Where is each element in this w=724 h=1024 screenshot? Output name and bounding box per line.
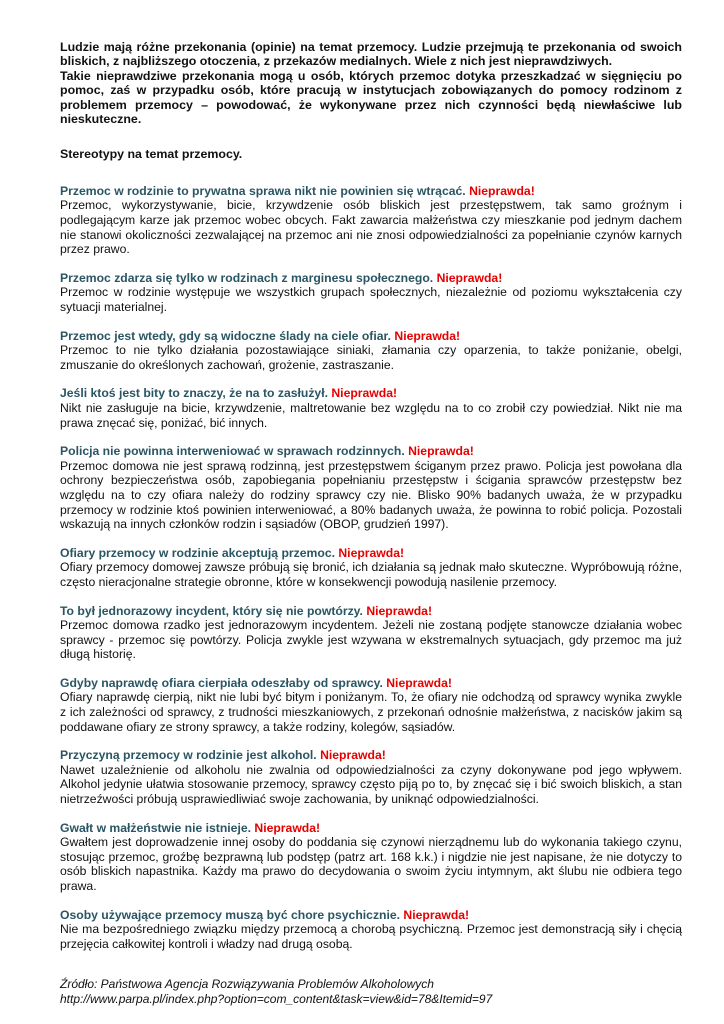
- intro-paragraph-1: Ludzie mają różne przekonania (opinie) na temat przemocy. Ludzie przejmują te przekonania od swoich bliskich, z najbliższego otoczenia, z przekazów medialnych. Wiele z nich jest nieprawdziwych.: [60, 40, 682, 69]
- document-page: [60, 40, 682, 1006]
- myth-item: [60, 329, 682, 373]
- source-note: [60, 977, 682, 1006]
- myth-explanation: Gwałtem jest doprowadzenie innej osoby do poddania się czynowi nierządnemu lub do wykonania takiego czynu, stosując przemoc, groźbę bezprawną lub podstęp (patrz art. 168 k.k.) i nigdzie nie jest napisane, że nie dotyczy to osób bliskich napastnika. Każdy ma prawo do decydowania o swoim życiu intymnym, akt ślubu nie odbiera tego prawa.: [60, 835, 682, 893]
- verdict-label: Nieprawda!: [366, 603, 433, 618]
- myth-explanation: Nawet uzależnienie od alkoholu nie zwalnia od odpowiedzialności za czyny dokonywane pod jego wpływem. Alkohol jedynie ułatwia stosowanie przemocy, sprawcy często piją po to, by znęcać się i bić swoich bliskich, a stan nietrzeźwości próbują usprawiedliwiać swoje zachowania, by uniknąć odpowiedzialności.: [60, 762, 682, 807]
- source-name: Źródło: Państwowa Agencja Rozwiązywania Problemów Alkoholowych: [60, 977, 434, 992]
- myth-statement: Ofiary przemocy w rodzinie akceptują przemoc.: [60, 545, 335, 560]
- verdict-label: Nieprawda!: [254, 820, 321, 835]
- myth-title: [60, 271, 682, 286]
- myth-title: [60, 908, 682, 923]
- myth-title: [60, 184, 682, 199]
- myth-statement: To był jednorazowy incydent, który się nie powtórzy.: [60, 603, 363, 618]
- verdict-label: Nieprawda!: [408, 444, 474, 459]
- myth-statement: Gwałt w małżeństwie nie istnieje.: [60, 820, 251, 835]
- myth-item: [60, 748, 682, 806]
- myth-statement: Osoby używające przemocy muszą być chore psychicznie.: [60, 907, 401, 922]
- myth-title: [60, 329, 682, 344]
- myth-title: [60, 386, 682, 401]
- myth-statement: Gdyby naprawdę ofiara cierpiała odeszłaby od sprawcy.: [60, 675, 383, 690]
- myth-explanation: Nie ma bezpośredniego związku między przemocą a chorobą psychiczną. Przemoc jest demonstracją siły i chęcią przejęcia całkowitej kontroli i władzy nad drugą osobą.: [60, 922, 682, 951]
- verdict-label: Nieprawda!: [320, 748, 386, 763]
- myth-item: [60, 271, 682, 315]
- myth-statement: Przemoc jest wtedy, gdy są widoczne ślady na ciele ofiar.: [60, 328, 391, 343]
- myth-title: [60, 676, 682, 691]
- verdict-label: Nieprawda!: [436, 270, 503, 285]
- myth-item: [60, 676, 682, 734]
- myth-title: [60, 546, 682, 561]
- myth-item: [60, 184, 682, 257]
- myth-title: [60, 604, 682, 619]
- intro-paragraph-2: Takie nieprawdziwe przekonania mogą u osób, których przemoc dotyka przeszkadzać w sięgnięciu po pomoc, zaś w przypadku osób, które pracują w instytucjach zobowiązanych do pomocy rodzinom z problemem przemocy – powodować, że wykonywane przez nich czynności będą niewłaściwe lub nieskuteczne.: [60, 68, 682, 127]
- verdict-label: Nieprawda!: [331, 386, 398, 401]
- myth-statement: Jeśli ktoś jest bity to znaczy, że na to zasłużył.: [60, 386, 328, 401]
- verdict-label: Nieprawda!: [386, 675, 452, 690]
- myth-explanation: Nikt nie zasługuje na bicie, krzywdzenie, maltretowanie bez względu na to co zrobił czy powiedział. Nikt nie ma prawa znęcać się, poniżać, bić innych.: [60, 400, 682, 430]
- myth-explanation: Przemoc to nie tylko działania pozostawiające siniaki, złamania czy oparzenia, to także poniżanie, obelgi, zmuszanie do określonych zachowań, grożenie, zastraszanie.: [60, 343, 682, 372]
- myth-explanation: Przemoc domowa rzadko jest jednorazowym incydentem. Jeżeli nie zostaną podjęte stanowcze działania wobec sprawcy - przemoc się powtórzy. Policja zwykle jest wzywana w ekstremalnych sytuacjach, gdy przemoc ma już długą historię.: [60, 618, 682, 662]
- myth-explanation: Przemoc, wykorzystywanie, bicie, krzywdzenie osób bliskich jest przestępstwem, tak samo groźnym i podlegającym karze jak przemoc wobec obcych. Fakt zawarcia małżeństwa czy mieszkanie pod jednym dachem nie stanowi okoliczności zezwalającej na przemoc ani nie znosi odpowiedzialności za popełnianie czynów karnych przez prawo.: [60, 198, 682, 257]
- myth-statement: Policja nie powinna interweniować w sprawach rodzinnych.: [60, 444, 405, 459]
- myth-explanation: Ofiary przemocy domowej zawsze próbują się bronić, ich działania są jednak mało skuteczne. Wypróbowują różne, często nieracjonalne strategie obronne, które w konsekwencji powodują nasilenie przemocy.: [60, 560, 682, 589]
- myth-item: [60, 908, 682, 952]
- myth-statement: Przyczyną przemocy w rodzinie jest alkohol.: [60, 748, 317, 763]
- myth-title: [60, 444, 682, 459]
- myth-title: [60, 821, 682, 836]
- section-heading: Stereotypy na temat przemocy.: [60, 147, 243, 162]
- myth-title: [60, 748, 682, 763]
- myth-item: [60, 821, 682, 894]
- myth-explanation: Przemoc w rodzinie występuje we wszystkich grupach społecznych, niezależnie od poziomu wykształcenia czy sytuacji materialnej.: [60, 285, 682, 314]
- verdict-label: Nieprawda!: [338, 545, 405, 560]
- myth-item: [60, 546, 682, 590]
- verdict-label: Nieprawda!: [394, 328, 461, 343]
- myth-item: [60, 444, 682, 532]
- myth-item: [60, 386, 682, 430]
- myth-explanation: Przemoc domowa nie jest sprawą rodzinną, jest przestępstwem ściganym przez prawo. Policja jest powołana dla ochrony bezpieczeństwa osób, zapobiegania popełnianiu przestępstw i ścigania sprawców przestępstw bez względu na to czy ofiara należy do rodziny sprawcy czy nie. Blisko 90% badanych uważa, że w przypadku przemocy w rodzinie ktoś powinien interweniować, a 80% badanych uważa, że powinna to robić policja. Pozostali wskazują na innych członków rodzin i sąsiadów (OBOP, grudzień 1997).: [60, 458, 682, 532]
- myth-item: [60, 604, 682, 662]
- myth-explanation: Ofiary naprawdę cierpią, nikt nie lubi być bitym i poniżanym. To, że ofiary nie odchodzą od sprawcy wynika zwykle z ich zależności od sprawcy, z trudności mieszkaniowych, z przekonań odnośnie małżeństwa, z nacisków jakim są poddawane ofiary ze strony sprawcy, a także rodziny, kolegów, sąsiadów.: [60, 690, 682, 734]
- myth-statement: Przemoc w rodzinie to prywatna sprawa nikt nie powinien się wtrącać.: [60, 183, 466, 198]
- source-url: http://www.parpa.pl/index.php?option=com_content&task=view&id=78&Itemid=97: [60, 991, 493, 1006]
- myth-statement: Przemoc zdarza się tylko w rodzinach z marginesu społecznego.: [60, 270, 434, 285]
- verdict-label: Nieprawda!: [469, 183, 535, 198]
- verdict-label: Nieprawda!: [403, 907, 470, 922]
- myths-list: [60, 184, 682, 952]
